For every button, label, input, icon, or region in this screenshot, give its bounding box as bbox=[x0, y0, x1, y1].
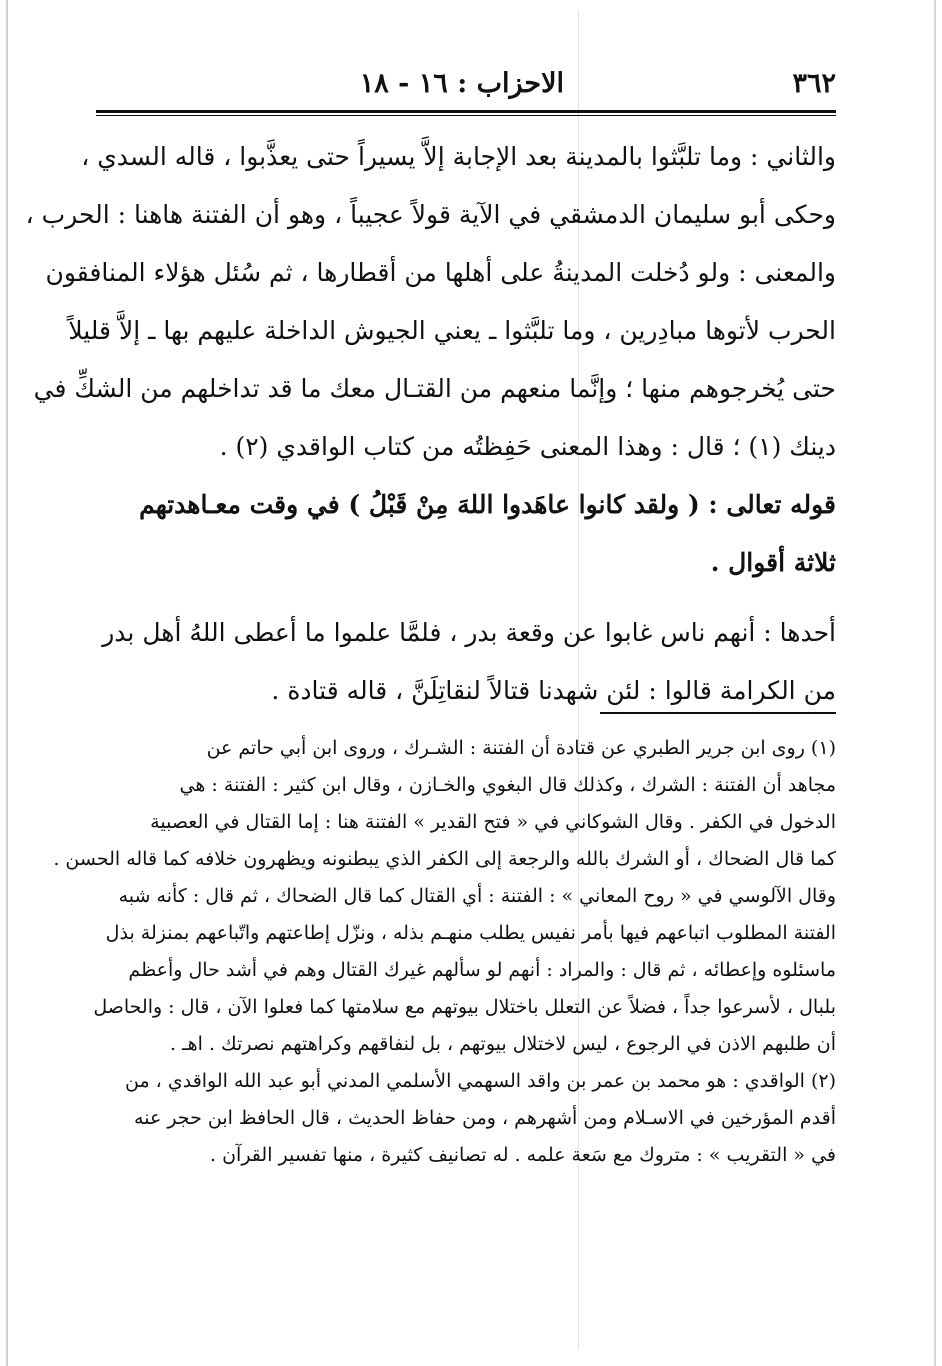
text-line: الحرب لأتوها مبادِرين ، وما تلبَّثوا ـ يعني الجيوش الداخلة عليهم بها ـ إلاَّ قليلاً bbox=[68, 316, 836, 345]
footnote-line: (١) روى ابن جرير الطبري عن قتادة أن الفتنة : الشـرك ، وروى ابن أبي حاتم عن bbox=[206, 737, 836, 759]
footnote-line: أقدم المؤرخين في الاسـلام ومن أشهرهم ، ومن حفاظ الحديث ، قال الحافظ ابن حجر عنه bbox=[134, 1107, 836, 1129]
text-line: من الكرامة قالوا : لئن شهدنا قتالاً لنقاتِلَنَّ ، قاله قتادة . bbox=[271, 676, 836, 705]
header-rule-thin bbox=[96, 115, 836, 116]
footnote-block bbox=[53, 730, 836, 1174]
footnote-line: كما قال الضحاك ، أو الشرك بالله والرجعة إلى الكفر الذي يبطنونه ويظهرون خلافه كما قاله الحسن . bbox=[53, 848, 836, 870]
paragraph-2 bbox=[96, 476, 836, 592]
paragraph-3 bbox=[96, 604, 836, 720]
text-line: أحدها : أنهم ناس غابوا عن وقعة بدر ، فلمَّا علموا ما أعطى اللهُ أهل بدر bbox=[102, 618, 836, 647]
footnote-line: في « التقريب » : متروك مع سَعة علمه . له تصانيف كثيرة ، منها تفسير القرآن . bbox=[210, 1144, 836, 1166]
footnote-separator bbox=[600, 712, 836, 714]
text-line: حتى يُخرجوهم منها ؛ وإنَّما منعهم من القتـال معك ما قد تداخلهم من الشكِّ في bbox=[33, 374, 836, 403]
page-header bbox=[96, 58, 836, 110]
paragraph-1 bbox=[25, 128, 836, 476]
footnote-line: مجاهد أن الفتنة : الشرك ، وكذلك قال البغوي والخـازن ، وقال ابن كثير : الفتنة : هي bbox=[179, 774, 836, 796]
running-title: الاحزاب : ١٦ - ١٨ bbox=[359, 68, 564, 99]
header-rule bbox=[96, 110, 836, 113]
footnote-line: ماسئلوه وإعطائه ، ثم قال : والمراد : أنهم لو سألهم غيرك القتال وهم في أشد حال وأعظم bbox=[128, 959, 836, 981]
footnote-line: الدخول في الكفر . وقال الشوكاني في « فتح القدير » الفتنة هنا : إما القتال في العصبية bbox=[150, 811, 836, 833]
footnote-line: الفتنة المطلوب اتباعهم فيها بأمر نفيس يطلب منهـم بذله ، ونزّل إطاعتهم واتّباعهم بمنزلة بذل bbox=[105, 922, 836, 944]
main-text bbox=[25, 128, 836, 720]
text-line: والثاني : وما تلبَّثوا بالمدينة بعد الإجابة إلاَّ يسيراً حتى يعذَّبوا ، قاله السدي ، bbox=[81, 142, 836, 171]
page-number: ٣٦٢ bbox=[792, 68, 836, 99]
footnote-line: (٢) الواقدي : هو محمد بن عمر بن واقد السهمي الأسلمي المدني أبو عبد الله الواقدي ، من bbox=[125, 1070, 836, 1092]
footnote-line: وقال الآلوسي في « روح المعاني » : الفتنة : أي القتال كما قال الضحاك ، ثم قال : كأنه شبه bbox=[118, 885, 836, 907]
footnote-line: بلبال ، لأسرعوا جداً ، فضلاً عن التعلل باختلال بيوتهم مع سلامتها كما فعلوا الآن ، قال : والحاصل bbox=[93, 996, 836, 1018]
text-line: ثلاثة أقوال . bbox=[710, 548, 836, 577]
text-line: والمعنى : ولو دُخلت المدينةُ على أهلها من أقطارها ، ثم سُئل هؤلاء المنافقون bbox=[45, 258, 836, 287]
footnotes bbox=[53, 730, 836, 1174]
page-edge-left bbox=[6, 0, 8, 1366]
page-edge-right bbox=[934, 0, 936, 1366]
footnote-line: أن طلبهم الاذن في الرجوع ، ليس لاختلال بيوتهم ، بل لنفاقهم وكراهتهم نصرتك . اهـ . bbox=[169, 1033, 836, 1055]
text-line: قوله تعالى : ( ولقد كانوا عاهَدوا اللهَ مِنْ قَبْلُ ) في وقت معـاهدتهم bbox=[139, 490, 836, 519]
text-line: وحكى أبو سليمان الدمشقي في الآية قولاً عجيباً ، وهو أن الفتنة هاهنا : الحرب ، bbox=[25, 200, 836, 229]
text-line: دينك (١) ؛ قال : وهذا المعنى حَفِظتُه من كتاب الواقدي (٢) . bbox=[219, 432, 836, 461]
